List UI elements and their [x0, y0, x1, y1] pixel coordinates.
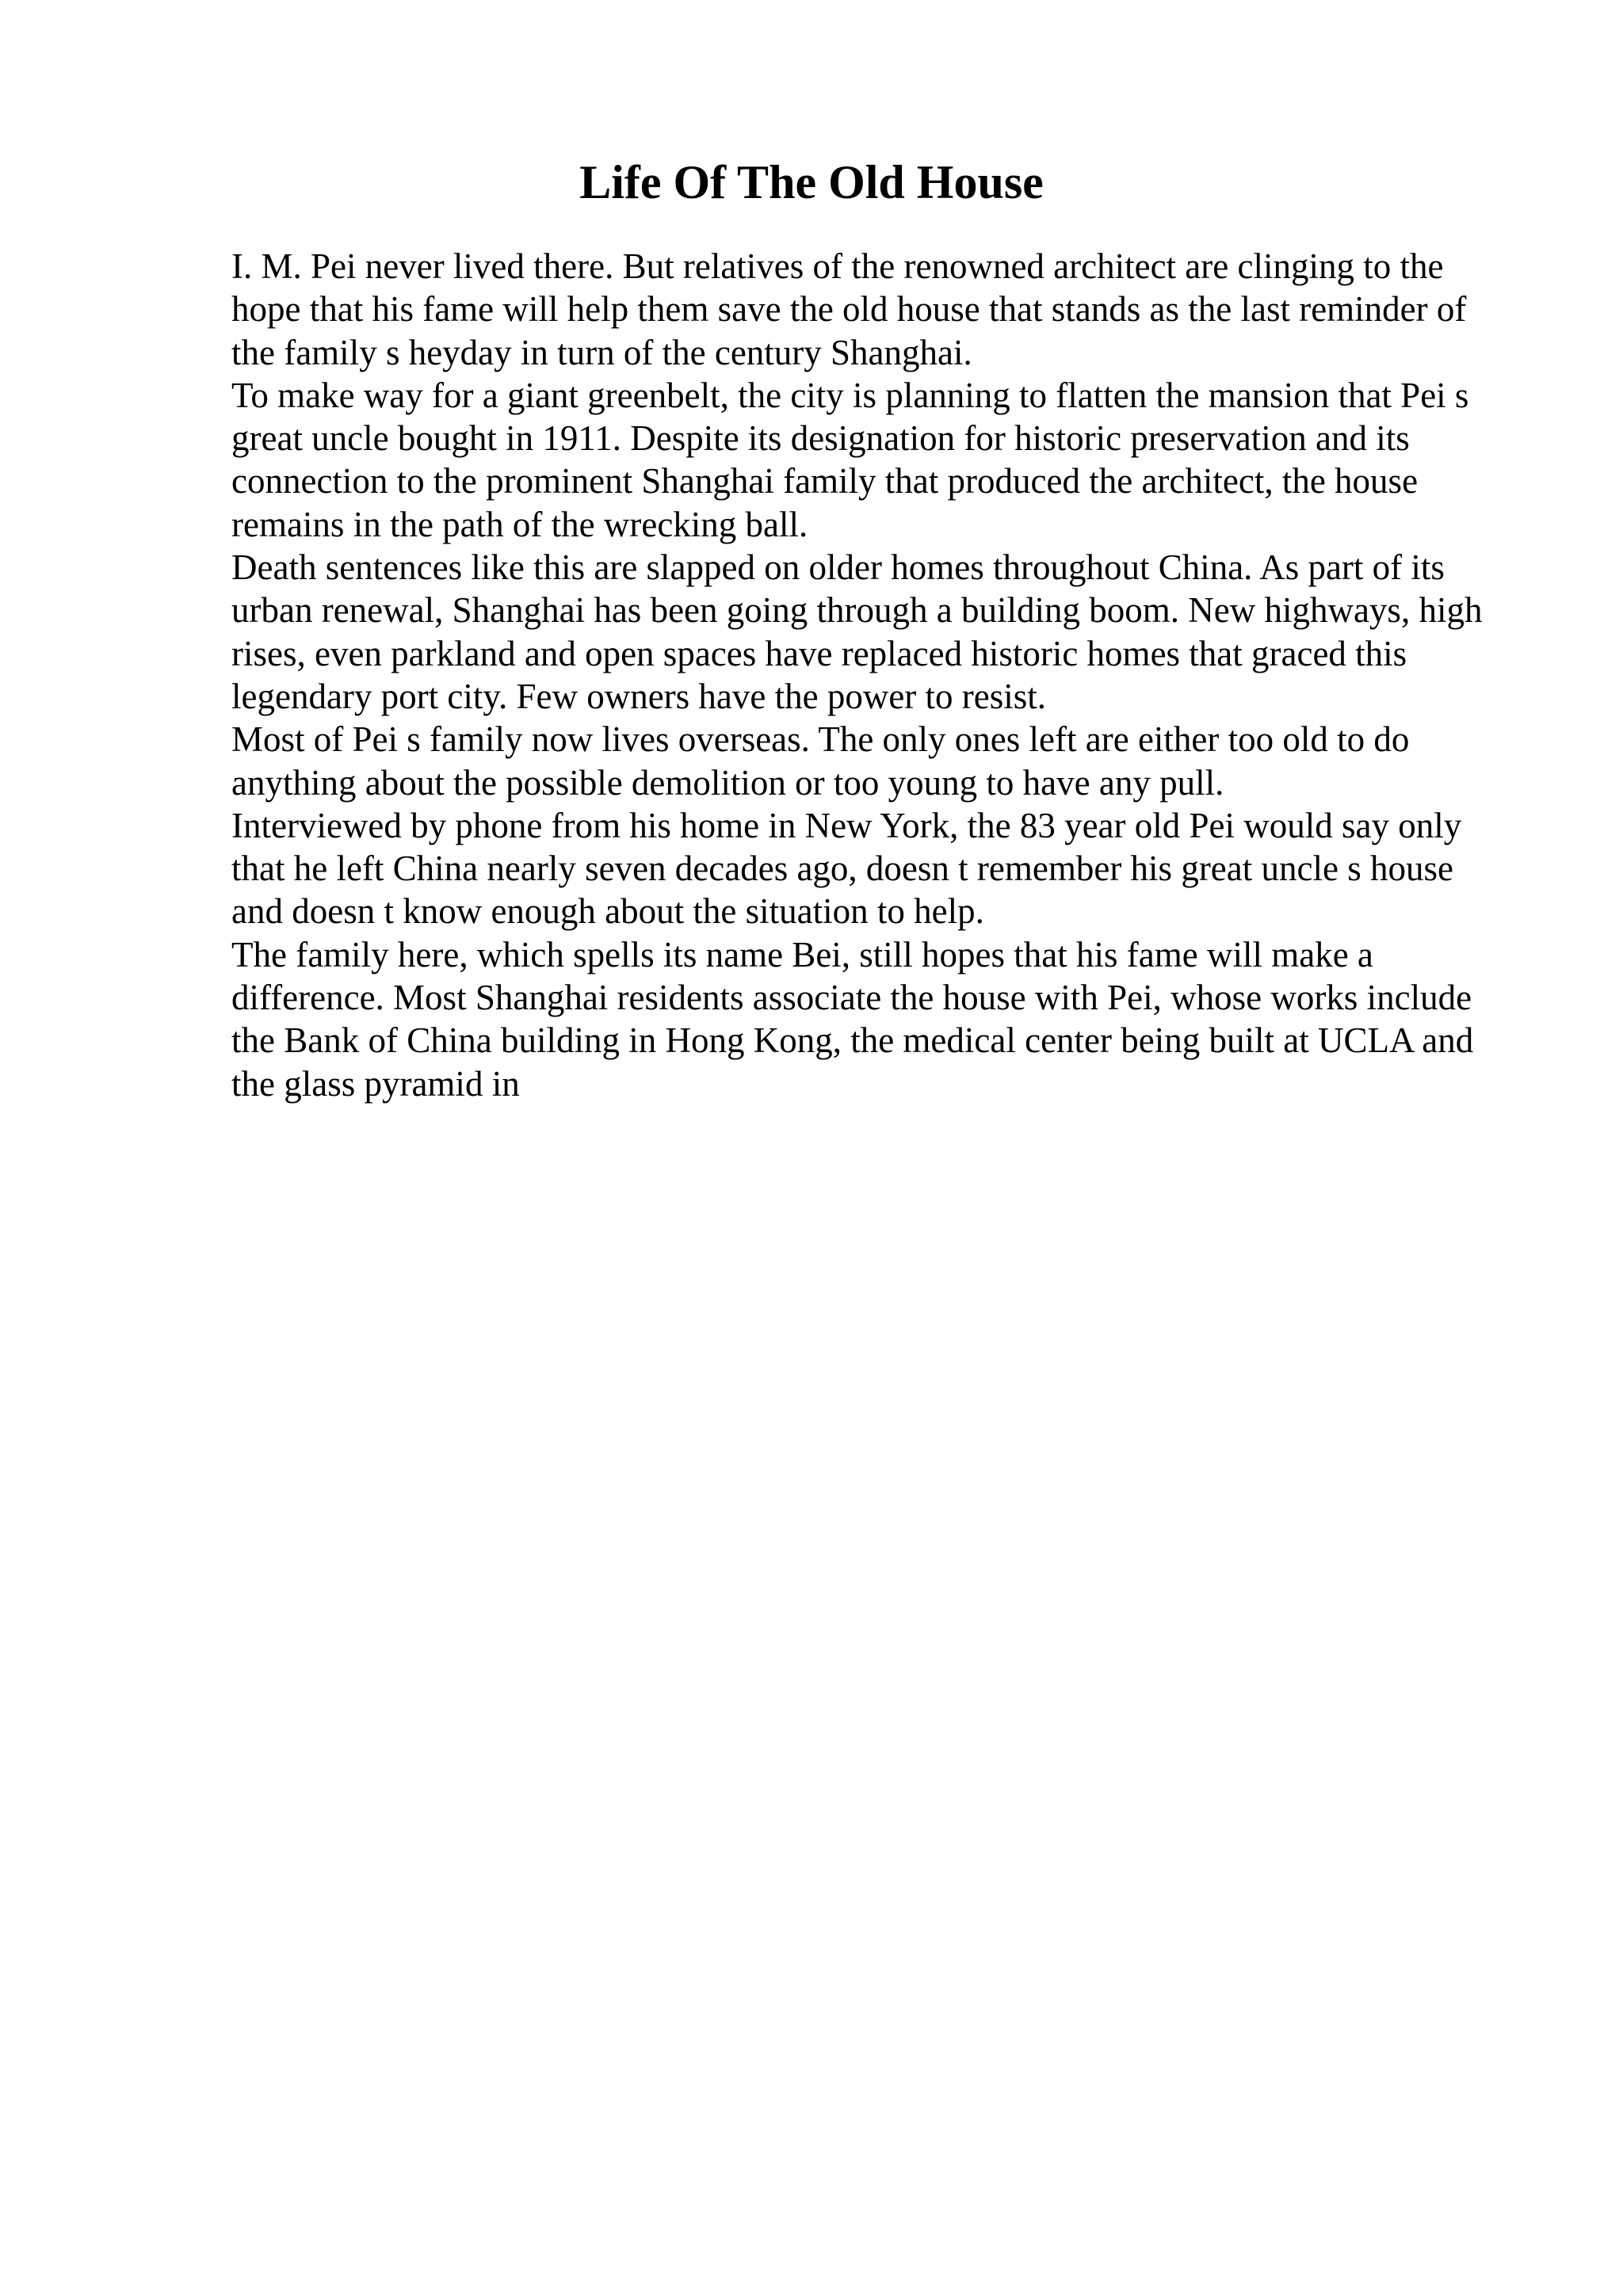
- paragraph-1: I. M. Pei never lived there. But relatives of the renowned architect are clinging to the hope that his fame will help them save the old house that stands as the last reminder of the family s heyday in turn of the century Shanghai.: [231, 246, 1467, 372]
- paragraph-2: To make way for a giant greenbelt, the city is planning to flatten the mansion that Pei s great uncle bought in 1911. Despite its designation for historic preservation and its connection to the prominent Shanghai family that produced the architect, the house remains in the path of the wrecking ball.: [231, 375, 1469, 544]
- document-body: [231, 245, 1499, 1105]
- document-title: Life Of The Old House: [579, 156, 1044, 208]
- paragraph-6: The family here, which spells its name Bei, still hopes that his fame will make a difference. Most Shanghai residents associate the house with Pei, whose works include the Bank of China building in Hong Kong, the medical center being built at UCLA and the glass pyramid in: [231, 934, 1474, 1104]
- paragraph-5: Interviewed by phone from his home in New York, the 83 year old Pei would say only that he left China nearly seven decades ago, doesn t remember his great uncle s house and doesn t know enough about the situation to help.: [231, 805, 1462, 932]
- paragraph-3: Death sentences like this are slapped on older homes throughout China. As part of its urban renewal, Shanghai has been going through a building boom. New highways, high rises, even parkland and open spaces have replaced historic homes that graced this legendary port city. Few owners have the power to resist.: [231, 547, 1483, 716]
- paragraph-4: Most of Pei s family now lives overseas. The only ones left are either too old to do anything about the possible demolition or too young to have any pull.: [231, 719, 1410, 803]
